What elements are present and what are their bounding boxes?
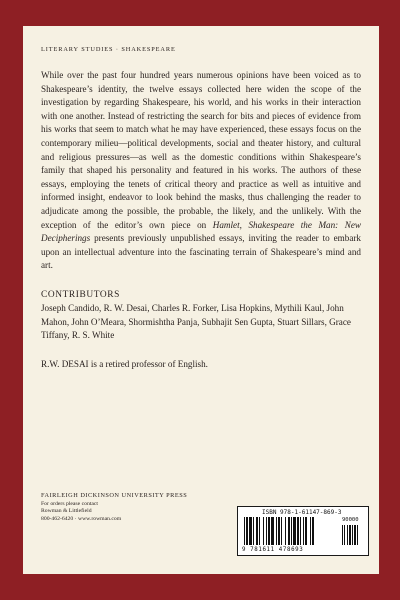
barcode-bars-icon <box>244 517 364 547</box>
series-label: LITERARY STUDIES · SHAKESPEARE <box>41 46 176 53</box>
blurb-text-part2: presents previously unpublished essays, inviting the reader to embark upon an intellectual adventure into the fascinating terrain of Shakespeare’s mind and art. <box>41 233 361 271</box>
blurb-paragraph <box>41 69 361 273</box>
isbn-label: ISBN 978-1-61147-869-3 <box>262 509 342 516</box>
blurb-text-part1: While over the past four hundred years numerous opinions have been voiced as to Shakespeare’s identity, the twelve essays collected here widen the scope of the investigation by regarding Shakespeare, his world, and his works in their interaction with one another. Instead of restricting the search for bits and pieces of evidence from his works that seem to match what he may have experienced, these essays focus on the contemporary milieu—political developments, social and theater history, and cultural and religious pressures—as well as the domestic conditions within Shakespeare’s family that shaped his personality and featured in his works. The authors of these essays, employing the tenets of critical theory and practice as well as intuitive and informed insight, endeavor to look behind the masks, thus challenging the reader to adjudicate among the possible, the probable, the likely, and the unlikely. With the exception of the editor’s own piece on <box>41 70 361 230</box>
barcode-digits: 9 781611 478693 <box>242 547 304 553</box>
editor-bio: R.W. DESAI is a retired professor of English. <box>41 358 208 369</box>
contact-phone-web: 800-462-6420 · www.rowman.com <box>41 515 122 522</box>
blurb-book-title: Hamlet, Shakespeare the Man: New Decipherings <box>41 219 361 244</box>
contributors-list: Joseph Candido, R. W. Desai, Charles R. Forker, Lisa Hopkins, Mythili Kaul, John Mahon, John O’Meara, Shormishtha Panja, Subhajit Sen Gupta, Stuart Sillars, Grace Tiffany, R. S. White <box>41 302 351 341</box>
publisher-block <box>41 492 221 523</box>
price-code: 90000 <box>342 517 359 523</box>
distributor-name: Rowman & Littlefield <box>41 508 92 515</box>
order-contact-line: For orders please contact <box>41 501 99 507</box>
publisher-name: FAIRLEIGH DICKINSON UNIVERSITY PRESS <box>41 492 188 499</box>
isbn-barcode <box>237 506 369 556</box>
back-cover-panel <box>23 26 379 574</box>
contributors-heading: CONTRIBUTORS <box>41 289 120 300</box>
